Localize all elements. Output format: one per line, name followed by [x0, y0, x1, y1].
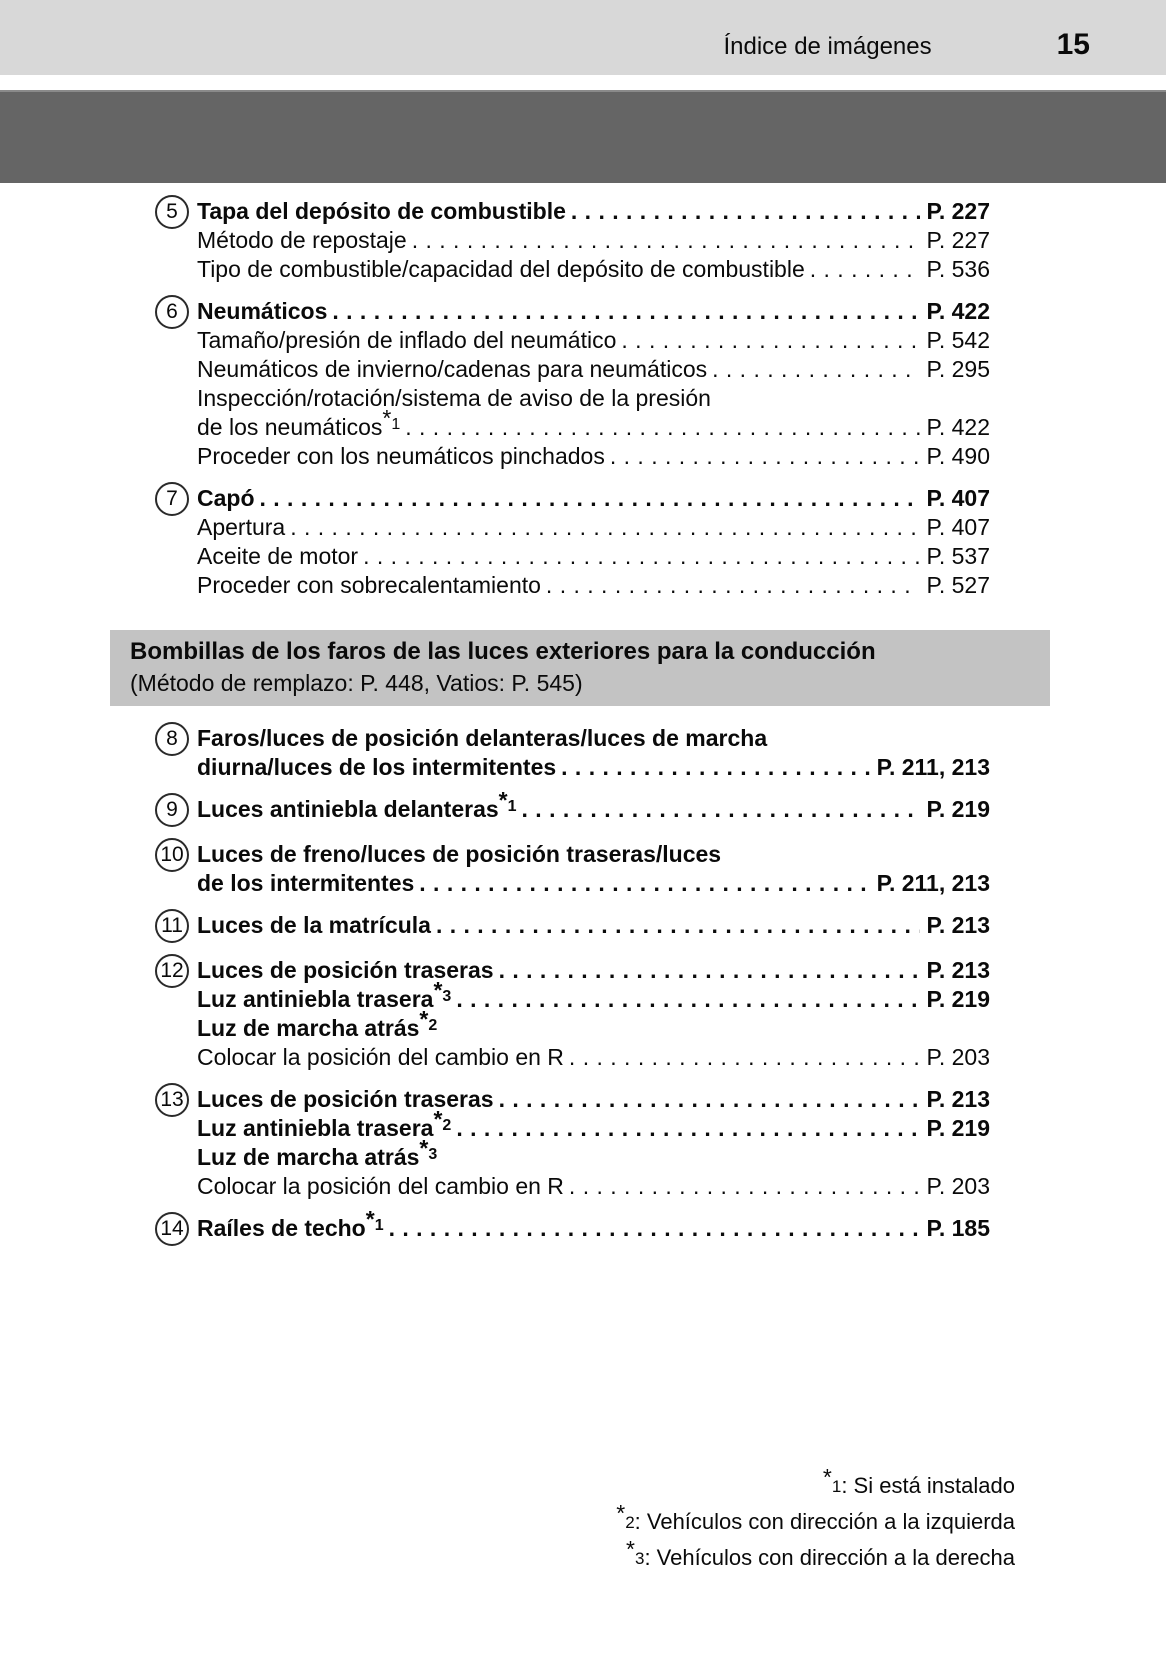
page-reference: P. 213	[926, 912, 990, 938]
index-item	[155, 484, 990, 600]
dot-leader	[571, 197, 921, 226]
page-reference: P. 422	[926, 298, 990, 324]
index-row-text: Faros/luces de posición delanteras/luces de marcha	[197, 725, 768, 751]
dot-leader	[569, 1043, 921, 1072]
index-row	[197, 911, 990, 940]
dot-leader	[712, 355, 920, 384]
index-item	[155, 787, 990, 827]
dot-leader	[499, 1085, 921, 1114]
index-row	[197, 297, 990, 326]
item-number-badge: 11	[155, 909, 189, 943]
item-number-column	[155, 840, 197, 898]
asterisk-icon: *	[419, 1135, 429, 1161]
index-row-text: Colocar la posición del cambio en R	[197, 1173, 564, 1199]
index-row	[197, 977, 990, 1014]
superscript-number: 3	[428, 1146, 438, 1163]
index-row-text: Luces de la matrícula	[197, 912, 431, 938]
index-item-rows	[197, 1206, 990, 1246]
item-number-column	[155, 1085, 197, 1201]
item-number-column	[155, 297, 197, 471]
page-reference: P. 227	[926, 227, 990, 253]
chapter-tab-band	[0, 90, 1166, 183]
index-row-text: de los neumáticos*$^1$	[197, 405, 401, 440]
index-row	[197, 571, 990, 600]
footnote-line	[0, 1500, 1015, 1536]
page-reference: P. 203	[926, 1173, 990, 1199]
index-item	[155, 840, 990, 898]
section-band	[110, 630, 1050, 706]
item-number-badge: 6	[155, 295, 189, 329]
page-reference: P. 227	[926, 198, 990, 224]
footnote-text: : Vehículos con dirección a la izquierda	[634, 1509, 1015, 1534]
index-row	[197, 869, 990, 898]
dot-leader	[260, 484, 921, 513]
dot-leader	[499, 956, 921, 985]
superscript-number: 1	[374, 1217, 384, 1234]
index-row	[197, 1106, 990, 1143]
footnote-line	[0, 1464, 1015, 1500]
dot-leader	[419, 869, 870, 898]
index-row	[197, 1135, 990, 1172]
page-reference: P. 203	[926, 1044, 990, 1070]
dot-leader	[436, 911, 921, 940]
superscript-note-marker	[498, 787, 517, 822]
index-item	[155, 724, 990, 782]
page-header-title: Índice de imágenes	[723, 33, 932, 60]
superscript-note-marker	[419, 1006, 438, 1041]
superscript-note-marker	[419, 1135, 438, 1170]
footnote-number: 2	[625, 1513, 635, 1532]
item-number-column	[155, 795, 197, 827]
item-number-badge: 10	[155, 838, 189, 872]
index-item-rows	[197, 911, 990, 943]
index-row	[197, 724, 990, 753]
superscript-number: 2	[428, 1017, 438, 1034]
asterisk-icon: *	[433, 977, 443, 1003]
index-item-rows	[197, 956, 990, 1072]
index-row-text: Método de repostaje	[197, 227, 407, 253]
index-row	[197, 255, 990, 284]
asterisk-icon: *	[498, 787, 508, 813]
dot-leader	[569, 1172, 921, 1201]
index-item	[155, 1206, 990, 1246]
index-row	[197, 787, 990, 824]
superscript-note-marker	[433, 977, 452, 1012]
index-row-text: Luces antiniebla delanteras*$^1$	[197, 787, 517, 822]
dot-leader	[389, 1214, 921, 1243]
item-number-badge: 8	[155, 722, 189, 756]
item-number-badge: 14	[155, 1212, 189, 1246]
item-number-column	[155, 724, 197, 782]
asterisk-icon: *	[626, 1536, 635, 1562]
superscript-number: 1	[507, 798, 517, 815]
index-item	[155, 911, 990, 943]
footnote-line	[0, 1536, 1015, 1572]
index-row	[197, 1006, 990, 1043]
footnotes	[0, 1464, 1015, 1572]
page-number: 15	[1056, 28, 1090, 61]
page-reference: P. 185	[926, 1215, 990, 1241]
dot-leader	[290, 513, 920, 542]
index-item-rows	[197, 297, 990, 471]
index-row-text: Luces de posición traseras	[197, 1086, 494, 1112]
footnote-number: 3	[634, 1549, 645, 1568]
index-item	[155, 956, 990, 1072]
index-row	[197, 1085, 990, 1114]
page-reference: P. 537	[926, 543, 990, 569]
page-reference: P. 219	[926, 1115, 990, 1141]
page-reference: P. 527	[926, 572, 990, 598]
index-row-text: Luz de marcha atrás*$^2$	[197, 1006, 438, 1041]
index-row-text: Apertura	[197, 514, 286, 540]
index-row	[197, 484, 990, 513]
superscript-number: 1	[391, 416, 401, 433]
index-row	[197, 384, 990, 413]
index-row	[197, 442, 990, 471]
section-band-title: Bombillas de los faros de las luces exteriores para la conducción	[130, 638, 876, 665]
index-item	[155, 297, 990, 471]
page-reference: P. 213	[926, 957, 990, 983]
index-item-rows	[197, 197, 990, 284]
index-row-text: Tipo de combustible/capacidad del depósito de combustible	[197, 256, 805, 282]
index-row	[197, 513, 990, 542]
asterisk-icon: *	[616, 1500, 626, 1526]
index-item-rows	[197, 484, 990, 600]
asterisk-icon: *	[822, 1464, 832, 1490]
dot-leader	[405, 413, 920, 442]
superscript-note-marker	[382, 405, 401, 440]
index-row-text: Capó	[197, 485, 255, 511]
dot-leader	[412, 226, 921, 255]
superscript-note-marker	[433, 1106, 452, 1141]
page-reference: P. 490	[926, 443, 990, 469]
index-row	[197, 355, 990, 384]
page-header	[0, 0, 1166, 75]
page-header-inner	[723, 28, 1090, 62]
index-row	[197, 1206, 990, 1243]
page-reference: P. 213	[926, 1086, 990, 1112]
index-row-text: Aceite de motor	[197, 543, 359, 569]
index-row-text: Colocar la posición del cambio en R	[197, 1044, 564, 1070]
index-row	[197, 197, 990, 226]
index-row-text: Proceder con los neumáticos pinchados	[197, 443, 605, 469]
index-row-text: de los intermitentes	[197, 870, 415, 896]
index-row	[197, 405, 990, 442]
index-row-text: Neumáticos de invierno/cadenas para neumáticos	[197, 356, 708, 382]
index-item	[155, 1085, 990, 1201]
footnote-text: : Si está instalado	[841, 1473, 1015, 1498]
asterisk-icon: *	[433, 1106, 443, 1132]
index-items-top	[0, 197, 1166, 600]
page-reference: P. 542	[926, 327, 990, 353]
page-reference: P. 407	[926, 514, 990, 540]
page-reference: P. 219	[926, 986, 990, 1012]
dot-leader	[363, 542, 920, 571]
dot-leader	[546, 571, 921, 600]
index-row	[197, 753, 990, 782]
index-item-rows	[197, 724, 990, 782]
index-row	[197, 326, 990, 355]
dot-leader	[522, 795, 921, 824]
index-row-text: diurna/luces de los intermitentes	[197, 754, 557, 780]
index-row-text: Tapa del depósito de combustible	[197, 198, 566, 224]
item-number-column	[155, 1214, 197, 1246]
index-row	[197, 840, 990, 869]
item-number-badge: 9	[155, 793, 189, 827]
dot-leader	[610, 442, 921, 471]
page-reference: P. 295	[926, 356, 990, 382]
superscript-number: 3	[442, 988, 452, 1005]
page-reference: P. 407	[926, 485, 990, 511]
asterisk-icon: *	[419, 1006, 429, 1032]
index-row-text: Raíles de techo*$^1$	[197, 1206, 384, 1241]
dot-leader	[621, 326, 920, 355]
section-band-subtitle: (Método de remplazo: P. 448, Vatios: P. 545)	[130, 670, 583, 696]
index-row-text: Proceder con sobrecalentamiento	[197, 572, 541, 598]
dot-leader	[810, 255, 921, 284]
page-reference: P. 536	[926, 256, 990, 282]
item-number-badge: 12	[155, 954, 189, 988]
index-items-bottom	[0, 724, 1166, 1246]
index-item-rows	[197, 1085, 990, 1201]
index-item-rows	[197, 787, 990, 827]
index-row-text: Luz de marcha atrás*$^3$	[197, 1135, 438, 1170]
index-row-text: Tamaño/presión de inflado del neumático	[197, 327, 617, 353]
asterisk-icon: *	[365, 1206, 375, 1232]
index-row	[197, 1172, 990, 1201]
item-number-column	[155, 956, 197, 1072]
dot-leader	[332, 297, 920, 326]
superscript-number: 2	[442, 1117, 452, 1134]
dot-leader	[561, 753, 870, 782]
index-row-text: Luces de posición traseras	[197, 957, 494, 983]
index-row-text: Luz antiniebla trasera*$^3$	[197, 977, 452, 1012]
index-row-text: Luces de freno/luces de posición traseras/luces	[197, 841, 722, 867]
item-number-column	[155, 484, 197, 600]
item-number-column	[155, 911, 197, 943]
index-row-text: Inspección/rotación/sistema de aviso de la presión	[197, 385, 711, 411]
asterisk-icon: *	[382, 405, 392, 431]
item-number-badge: 7	[155, 482, 189, 516]
footnote-number: 1	[831, 1477, 842, 1496]
index-row	[197, 226, 990, 255]
dot-leader	[456, 1114, 920, 1143]
footnote-text: : Vehículos con dirección a la derecha	[644, 1545, 1015, 1570]
index-row	[197, 956, 990, 985]
page-reference: P. 211, 213	[876, 870, 990, 896]
index-content	[0, 197, 1166, 1572]
item-number-column	[155, 197, 197, 284]
page-reference: P. 219	[926, 796, 990, 822]
page-reference: P. 211, 213	[876, 754, 990, 780]
dot-leader	[456, 985, 920, 1014]
index-row	[197, 542, 990, 571]
index-row	[197, 1043, 990, 1072]
item-number-badge: 13	[155, 1083, 189, 1117]
index-item-rows	[197, 840, 990, 898]
index-row-text: Neumáticos	[197, 298, 328, 324]
page-reference: P. 422	[926, 414, 990, 440]
index-row-text: Luz antiniebla trasera*$^2$	[197, 1106, 452, 1141]
item-number-badge: 5	[155, 195, 189, 229]
index-item	[155, 197, 990, 284]
superscript-note-marker	[365, 1206, 384, 1241]
